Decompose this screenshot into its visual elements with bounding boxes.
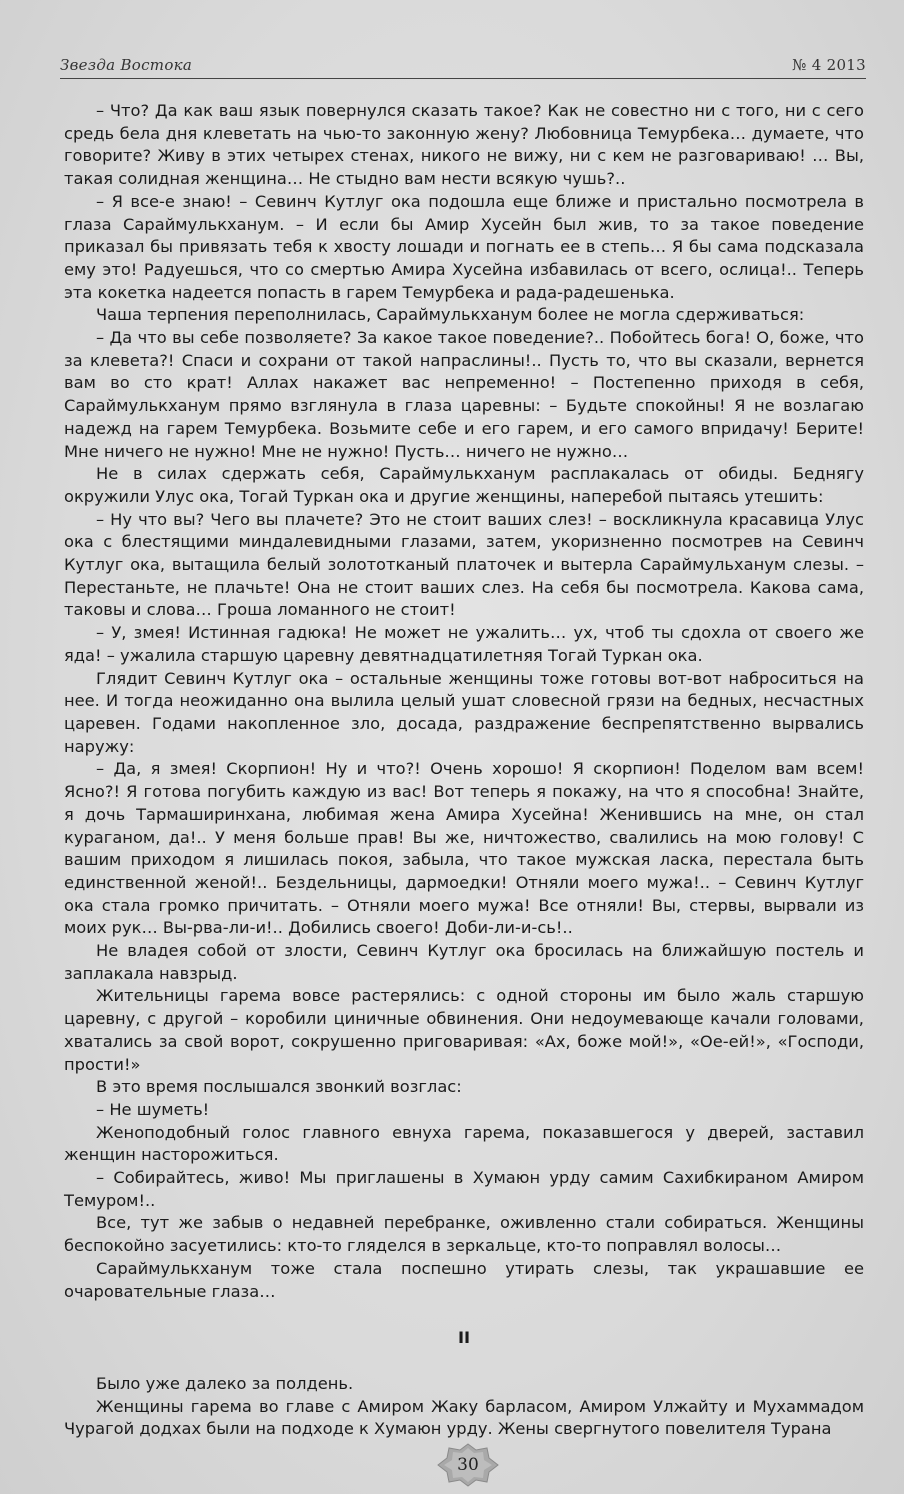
- paragraph: Жительницы гарема вовсе растерялись: с одной стороны им было жаль старшую царевну, с другой – коробили циничные обвинения. Они недоумевающе качали головами, хватались за свой ворот, сокрушенно приговаривая: «Ах, боже мой!», «Ое-ей!», «Господи, прости!»: [64, 986, 864, 1074]
- paragraph: – Ну что вы? Чего вы плачете? Это не стоит ваших слез! – воскликнула красавица Улус ока с блестящими миндалевидными глазами, затем, укоризненно посмотрев на Севинч Кутлуг ока, вытащила белый золототканый платочек и вытерла Сараймульханум слезы. – Перестаньте, не плачьте! Она не стоит ваших слез. На себя бы посмотрела. Какова сама, таковы и слова… Гроша ломанного не стоит!: [64, 509, 864, 620]
- paragraph: – Да, я змея! Скорпион! Ну и что?! Очень хорошо! Я скорпион! Поделом вам всем! Ясно?! Я готова погубить каждую из вас! Вот теперь я покажу, на что я способна! Знайте, я дочь Тармаширинхана, любимая жена Амира Хусейна! Женившись на мне, он стал кураганом, да!.. У меня больше прав! Вы же, ничтожество, свалились на мою голову! С вашим приходом я лишилась покоя, забыла, что такое мужская ласка, перестала быть единственной женой!.. Бездельницы, дармоедки! Отняли моего мужа!.. – Севинч Кутлуг ока стала громко причитать. – Отняли моего мужа! Все отняли! Вы, стервы, вырвали из моих рук… Вы-рва-ли-и!.. Добились своего! Доби-ли-и-сь!..: [64, 759, 864, 938]
- paragraph: В это время послышался звонкий возглас:: [96, 1077, 462, 1097]
- page-number: 30: [457, 1455, 479, 1475]
- paragraph: – Я все-е знаю! – Севинч Кутлуг ока подошла еще ближе и пристально посмотрела в глаза Сараймулькханум. – И если бы Амир Хусейн был жив, то за такое поведение приказал бы привязать тебя к хвосту лошади и погнать ее в степь… Я бы сама подсказала ему это! Радуешься, что со смертью Амира Хусейна избавилась от всего, ослица!.. Теперь эта кокетка надеется попасть в гарем Темурбека и рада-радешенька.: [64, 191, 864, 302]
- paragraph: Чаша терпения переполнилась, Сараймулькханум более не могла сдерживаться:: [96, 305, 805, 325]
- paragraph: – Собирайтесь, живо! Мы приглашены в Хумаюн урду самим Сахибкираном Амиром Темуром!..: [64, 1168, 864, 1210]
- paragraph: Было уже далеко за полдень.: [96, 1373, 354, 1393]
- paragraph: Сараймулькханум тоже стала поспешно утирать слезы, так украшавшие ее очаровательные глаза…: [64, 1258, 864, 1301]
- paragraph: Женщины гарема во главе с Амиром Жаку барласом, Амиром Улжайту и Мухаммадом Чурагой додхах были на подходе к Хумаюн урду. Жены свергнутого повелителя Турана: [64, 1396, 864, 1439]
- section-number: II: [457, 1328, 471, 1348]
- paragraph: Глядит Севинч Кутлуг ока – остальные женщины тоже готовы вот-вот наброситься на нее. И тогда неожиданно она вылила целый ушат словесной грязи на бедных, несчастных царевен. Годами накопленное зло, досада, раздражение беспрепятственно вырвались наружу:: [64, 668, 864, 756]
- paragraph: Все, тут же забыв о недавней перебранке, оживленно стали собираться. Женщины беспокойно засуетились: кто-то гляделся в зеркальце, кто-то поправлял волосы…: [64, 1213, 864, 1256]
- paragraph: – Что? Да как ваш язык повернулся сказать такое? Как не совестно ни с того, ни с сего средь бела дня клеветать на чью-то законную жену? Любовница Темурбека… думаете, что говорите? Живу в этих четырех стенах, никого не вижу, ни с кем не разговариваю! … Вы, такая солидная женщина… Не стыдно вам нести всякую чушь?..: [64, 101, 864, 189]
- paragraph: Женоподобный голос главного евнуха гарема, показавшегося у дверей, заставил женщин насторожиться.: [64, 1122, 864, 1165]
- paragraph: Не владея собой от злости, Севинч Кутлуг ока бросилась на ближайшую постель и заплакала навзрыд.: [64, 941, 864, 983]
- paragraph: – Да что вы себе позволяете? За какое такое поведение?.. Побойтесь бога! О, боже, что за клевета?! Спаси и сохрани от такой напраслины!.. Пусть то, что вы сказали, вернется вам во сто крат! Аллах накажет вас непременно! – Постепенно приходя в себя, Сараймулькханум прямо взглянула в глаза царевны: – Будьте спокойны! Я не возлагаю надежд на гарем Темурбека. Возьмите себе и его гарем, и его самого впридачу! Берите! Мне ничего не нужно! Мне не нужно! Пусть… ничего не нужно…: [64, 328, 864, 461]
- issue-number: № 4 2013: [792, 56, 866, 74]
- paragraph: – Не шуметь!: [96, 1099, 210, 1119]
- paragraph: Не в силах сдержать себя, Сараймулькханум расплакалась от обиды. Беднягу окружили Улус ока, Тогай Туркан ока и другие женщины, наперебой пытаясь утешить:: [64, 464, 864, 506]
- running-head: [60, 52, 866, 79]
- paragraph: – У, змея! Истинная гадюка! Не может не ужалить… ух, чтоб ты сдохла от своего же яда! – ужалила старшую царевну девятнадцатилетняя Тогай Туркан ока.: [64, 623, 864, 665]
- page-number-badge: [436, 1443, 500, 1487]
- article-body: [64, 100, 864, 1441]
- journal-title: Звезда Востока: [60, 56, 193, 74]
